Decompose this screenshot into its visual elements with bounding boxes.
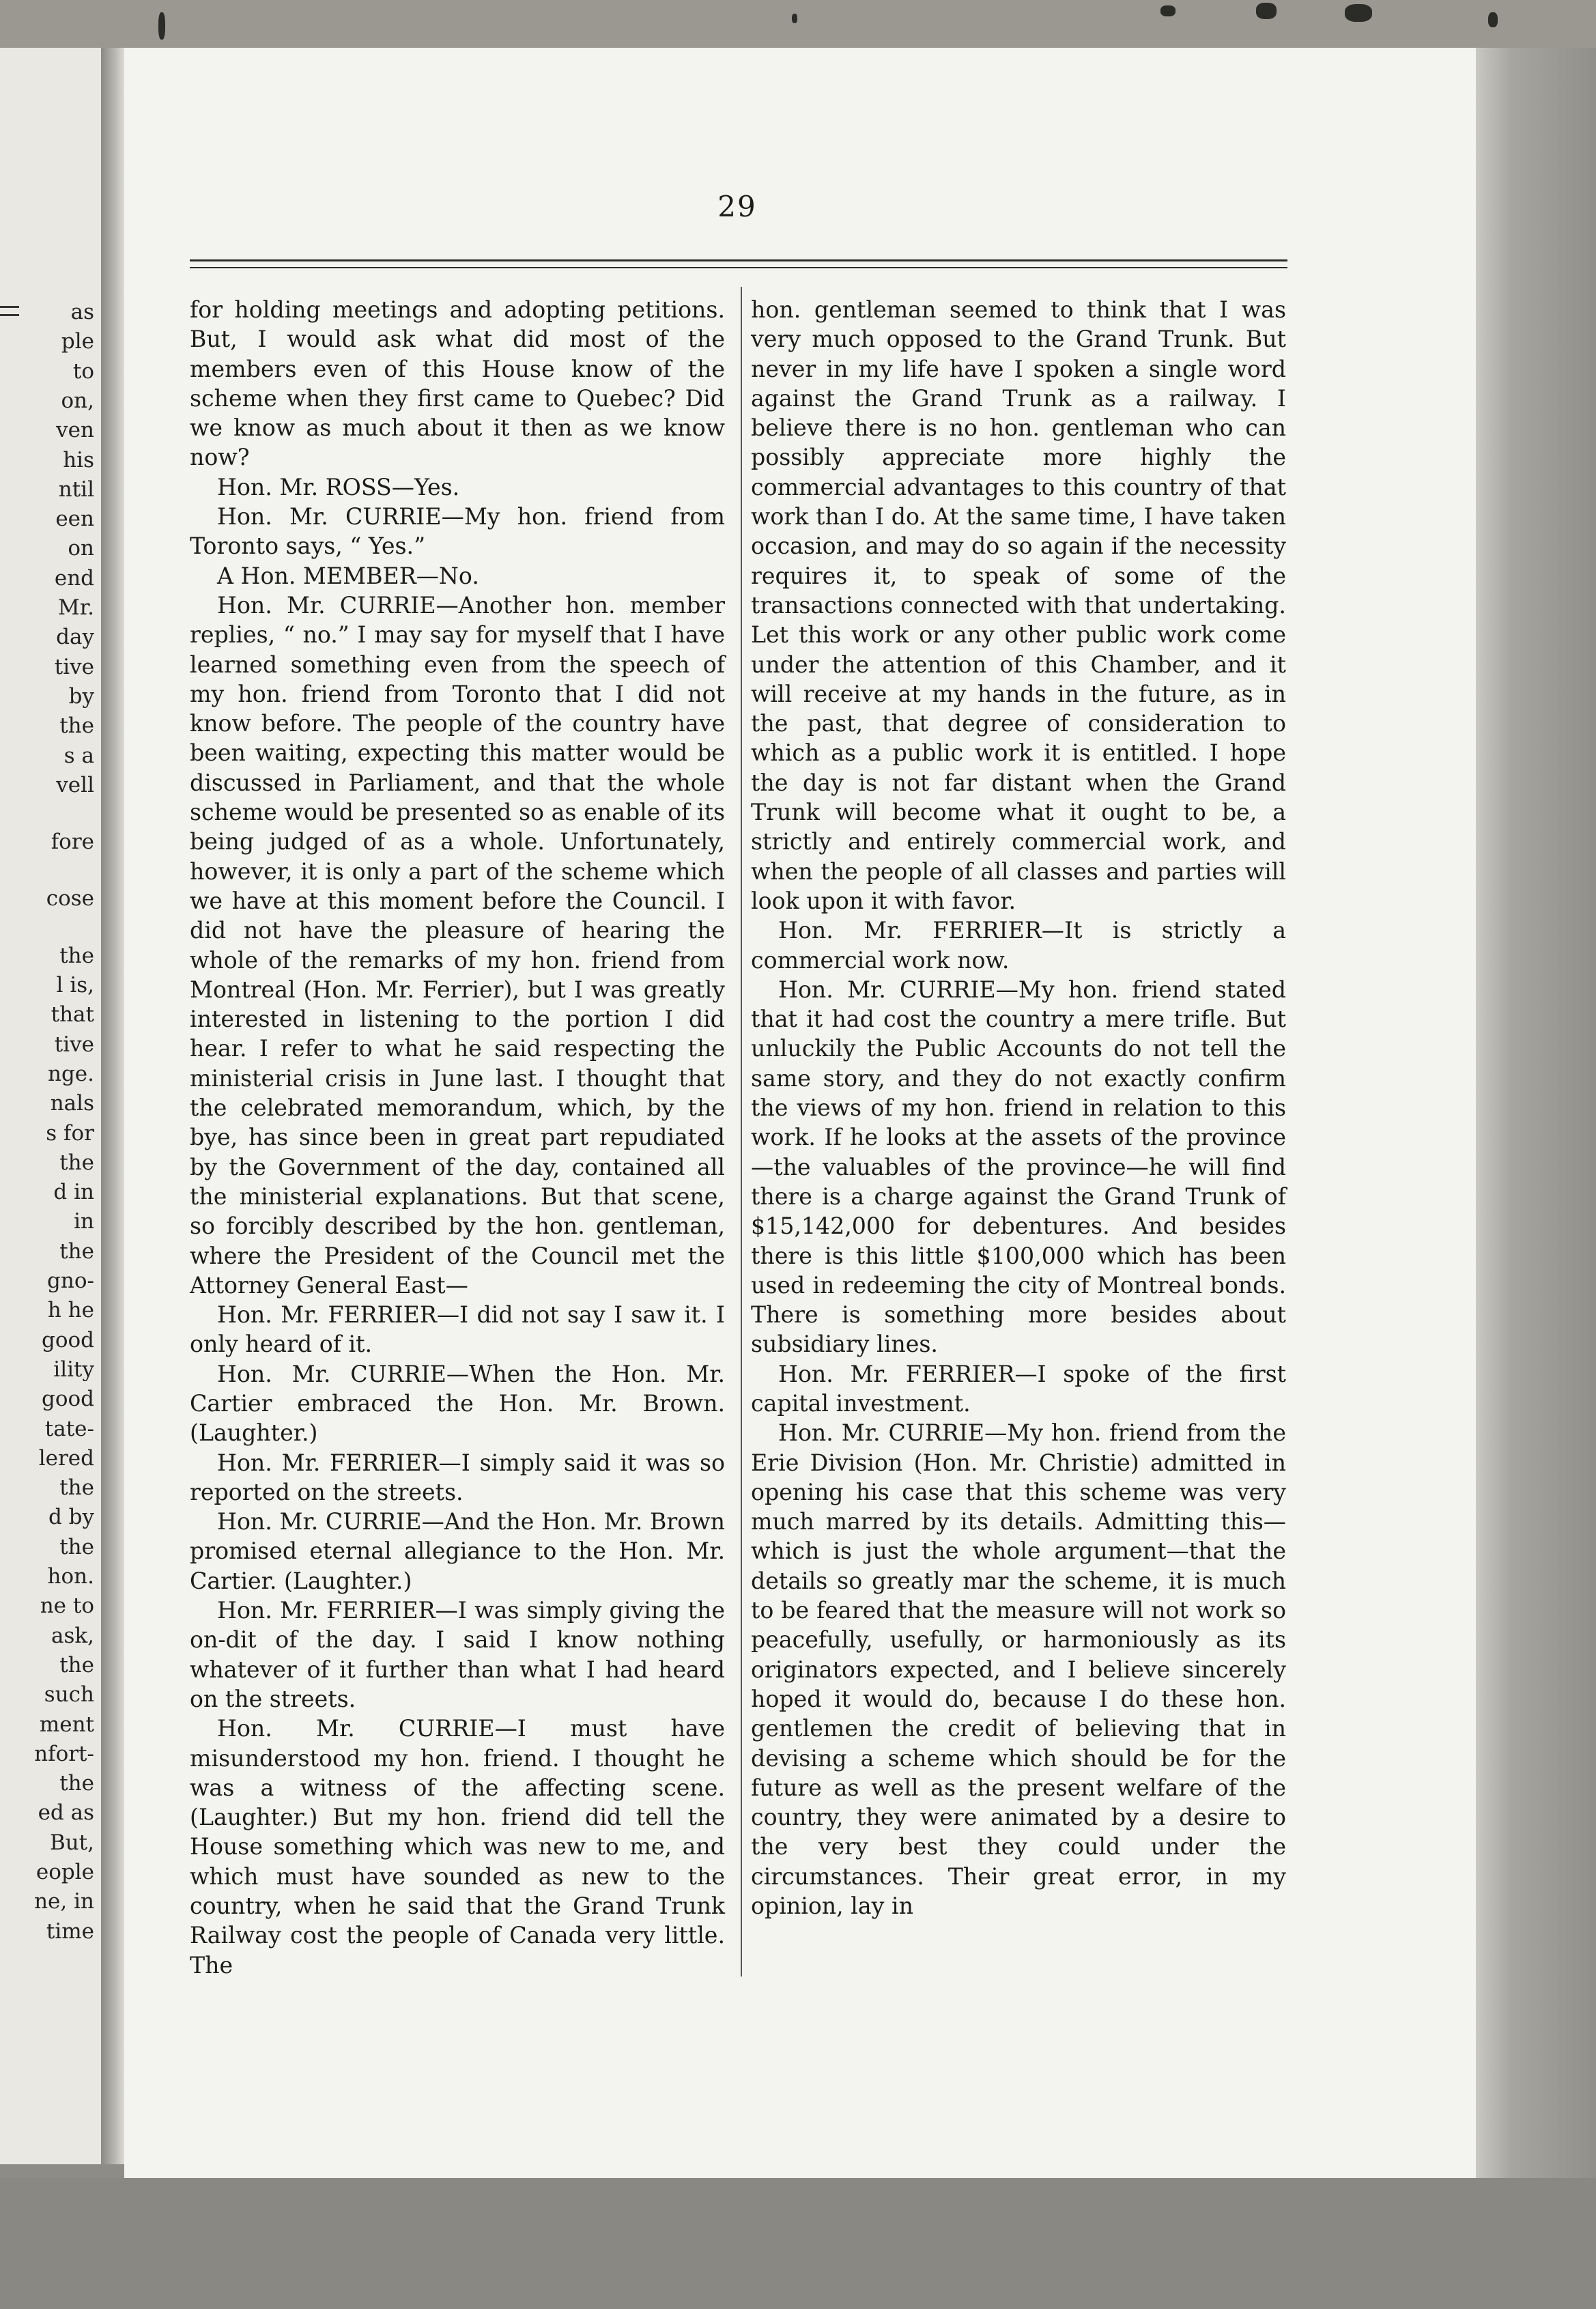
facing-page-fragment: d by <box>48 1505 94 1530</box>
paragraph: Hon. Mr. FERRIER—I was simply giving the on-dit of the day. I said I know nothing whatever of it further than what I had heard on the streets. <box>190 1597 725 1712</box>
facing-page-fragment: nge. <box>47 1061 94 1086</box>
facing-page-fragment: in <box>74 1209 94 1234</box>
facing-page-fragment: the <box>59 1238 94 1264</box>
facing-page-fragment: fore <box>51 830 94 855</box>
facing-page-fragment: his <box>63 447 94 472</box>
facing-page-fragment: s for <box>46 1120 94 1146</box>
facing-page-edge <box>0 48 102 2164</box>
facing-page-fragment: tate- <box>44 1416 94 1441</box>
facing-page-fragment: on <box>68 536 94 561</box>
facing-page-fragment: time <box>46 1918 94 1944</box>
paragraph: hon. gentleman seemed to think that I was very much opposed to the Grand Trunk. But never in my life have I spoken a single word against the Grand Trunk as a railway. I believe there is no hon. gentleman who can possibly appreciate more highly the commercial advantages to this country of that work than I do. At the same time, I have taken occasion, and may do so again if the necessity requires it, to speak of some of the transactions connected with that undertaking. Let this work or any other public work come under the attention of this Chamber, and it will receive at my hands in the future, as in the past, that degree of consideration to which as a public work it is entitled. I hope the day is not far distant when the Grand Trunk will become what it ought to be, a strictly and entirely commercial work, and when the people of all classes and parties will look upon it with favor. <box>751 296 1286 914</box>
facing-page-fragment: the <box>59 1534 94 1559</box>
ink-blot <box>1160 5 1175 16</box>
facing-page-fragment: hon. <box>47 1564 94 1589</box>
facing-page-fragment: day <box>56 625 94 650</box>
facing-page-fragment: vell <box>56 772 94 797</box>
facing-page-fragment: cose <box>46 886 94 911</box>
facing-page-fragment: such <box>44 1682 94 1708</box>
facing-page-fragment: ne, in <box>34 1889 94 1914</box>
facing-page-fragment: end <box>54 565 94 591</box>
facing-page-fragment: the <box>59 943 94 968</box>
facing-page-fragment: nals <box>50 1091 94 1116</box>
paragraph: Hon. Mr. FERRIER—It is strictly a commercial work now. <box>751 917 1286 974</box>
facing-page-fragment: Mr. <box>57 595 94 620</box>
facing-page-fragment: gno- <box>47 1269 94 1293</box>
facing-page-fragment: tive <box>54 1032 94 1057</box>
facing-page-fragment: ility <box>53 1357 94 1382</box>
facing-page-fragment: ment <box>39 1712 94 1737</box>
paragraph: Hon. Mr. ROSS—Yes. <box>217 473 460 500</box>
facing-page-fragment: to <box>72 358 94 384</box>
page-number: 29 <box>717 190 757 223</box>
paragraph: for holding meetings and adopting petitions. But, I would ask what did most of the members even of this House know of the scheme when they first came to Quebec? Did we know as much about it then as we know now? <box>190 296 725 471</box>
facing-page-fragment: nfort- <box>34 1741 94 1766</box>
facing-page-fragment: d in <box>53 1180 94 1205</box>
paragraph: Hon. Mr. FERRIER—I spoke of the first capital investment. <box>751 1360 1286 1417</box>
facing-page-fragment: But, <box>49 1830 94 1855</box>
binding-gutter <box>101 48 124 2164</box>
paragraph: Hon. Mr. FERRIER—I simply said it was so reported on the streets. <box>190 1449 725 1505</box>
paragraph: Hon. Mr. FERRIER—I did not say I saw it. I only heard of it. <box>190 1301 725 1358</box>
ink-blot <box>1345 4 1372 22</box>
paragraph: Hon. Mr. CURRIE—My hon. friend stated that it had cost the country a mere trifle. But unluckily the Public Accounts do not tell the same story, and they do not exactly confirm the views of my hon. friend in relation to this work. If he looks at the assets of the province—the valuables of the province—he will find there is a charge against the Grand Trunk of $15,142,000 for debentures. And besides there is this little $100,000 which has been used in redeeming the city of Montreal bonds. There is something more besides about subsidiary lines. <box>751 976 1286 1358</box>
scan-background-bottom <box>0 2178 1596 2309</box>
column-divider <box>741 287 742 1977</box>
header-rule-bottom <box>190 267 1287 268</box>
facing-page-fragment: eople <box>35 1860 94 1884</box>
facing-page-rule <box>0 314 19 316</box>
facing-page-fragment: ntil <box>58 477 94 502</box>
paragraph: Hon. Mr. CURRIE—My hon. friend from Toronto says, “ Yes.” <box>190 503 725 560</box>
facing-page-fragment: ne to <box>40 1593 94 1619</box>
facing-page-fragment: the <box>59 1475 94 1501</box>
facing-page-fragment: the <box>59 1150 94 1175</box>
paragraph: Hon. Mr. CURRIE—Another hon. member replies, “ no.” I may say for myself that I have learned something even from the speech of my hon. friend from Toronto that I did not know before. The people of the country have been waiting, expecting this matter would be discussed in Parliament, and that the whole scheme would be presented so as enable of its being judged of as a whole. Unfortunately, however, it is only a part of the scheme which we have at this moment before the Council. I did not have the pleasure of hearing the whole of the remarks of my hon. friend from Montreal (Hon. Mr. Ferrier), but I was greatly interested in listening to the portion I did hear. I refer to what he said respecting the ministerial crisis in June last. I thought that the celebrated memorandum, which, by the bye, has since been in great part repudiated by the Government of the day, contained all the ministerial explanations. But that scene, so forcibly described by the hon. gentleman, where the President of the Council met the Attorney General East— <box>190 591 725 1299</box>
facing-page-fragment: by <box>68 683 94 709</box>
paragraph: Hon. Mr. CURRIE—I must have misunderstood my hon. friend. I thought he was a witness of the affecting scene. (Laughter.) But my hon. friend did tell the House something which was new to me, and which must have sounded as new to the country, when he said that the Grand Trunk Railway cost the people of Canada very little. The <box>190 1715 725 1979</box>
paragraph: A Hon. MEMBER—No. <box>217 562 479 589</box>
facing-page-fragment: ask, <box>51 1623 94 1648</box>
paragraph: Hon. Mr. CURRIE—And the Hon. Mr. Brown promised eternal allegiance to the Hon. Mr. Cartier. (Laughter.) <box>190 1508 725 1594</box>
facing-page-fragment: ple <box>61 329 94 354</box>
facing-page-fragment: een <box>55 507 94 532</box>
text-column-right <box>751 295 1286 1921</box>
facing-page-fragment: lered <box>38 1445 94 1471</box>
ink-blot <box>792 14 797 23</box>
header-rule-top <box>190 259 1287 261</box>
facing-page-rule <box>0 306 19 308</box>
facing-page-fragment: as <box>70 300 94 324</box>
facing-page-fragment: tive <box>54 654 94 679</box>
facing-page-fragment: good <box>41 1387 94 1412</box>
facing-page-fragment: l is, <box>56 973 94 997</box>
facing-page-fragment: the <box>59 1771 94 1796</box>
facing-page-fragment: the <box>59 1652 94 1677</box>
facing-page-fragment: the <box>59 713 94 739</box>
facing-page-fragment: good <box>41 1327 94 1352</box>
ink-blot <box>1256 3 1277 19</box>
page-edge-shadow <box>1476 48 1596 2178</box>
paragraph: Hon. Mr. CURRIE—When the Hon. Mr. Cartier embraced the Hon. Mr. Brown. (Laughter.) <box>190 1360 725 1447</box>
text-column-left <box>190 295 725 1980</box>
facing-page-fragment: h he <box>47 1298 94 1323</box>
facing-page-fragment: s a <box>63 743 94 768</box>
paragraph: Hon. Mr. CURRIE—My hon. friend from the Erie Division (Hon. Mr. Christie) admitted in opening his case that this scheme was very much marred by its details. Admitting this—which is just the whole argument—that the details so greatly mar the scheme, it is much to be feared that the measure will not work so peacefully, usefully, or harmoniously as its originators expected, and I believe sincerely hoped it would do, because I do these hon. gentlemen the credit of believing that in devising a scheme which should be for the future as well as the present welfare of the country, they were animated by a desire to the very best they could under the circumstances. Their great error, in my opinion, lay in <box>751 1419 1286 1920</box>
ink-blot <box>158 12 165 40</box>
facing-page-fragment: ed as <box>38 1800 94 1826</box>
facing-page-fragment: that <box>51 1002 94 1028</box>
facing-page-fragment: ven <box>56 418 94 443</box>
ink-blot <box>1488 12 1498 27</box>
facing-page-fragment: on, <box>61 388 94 413</box>
